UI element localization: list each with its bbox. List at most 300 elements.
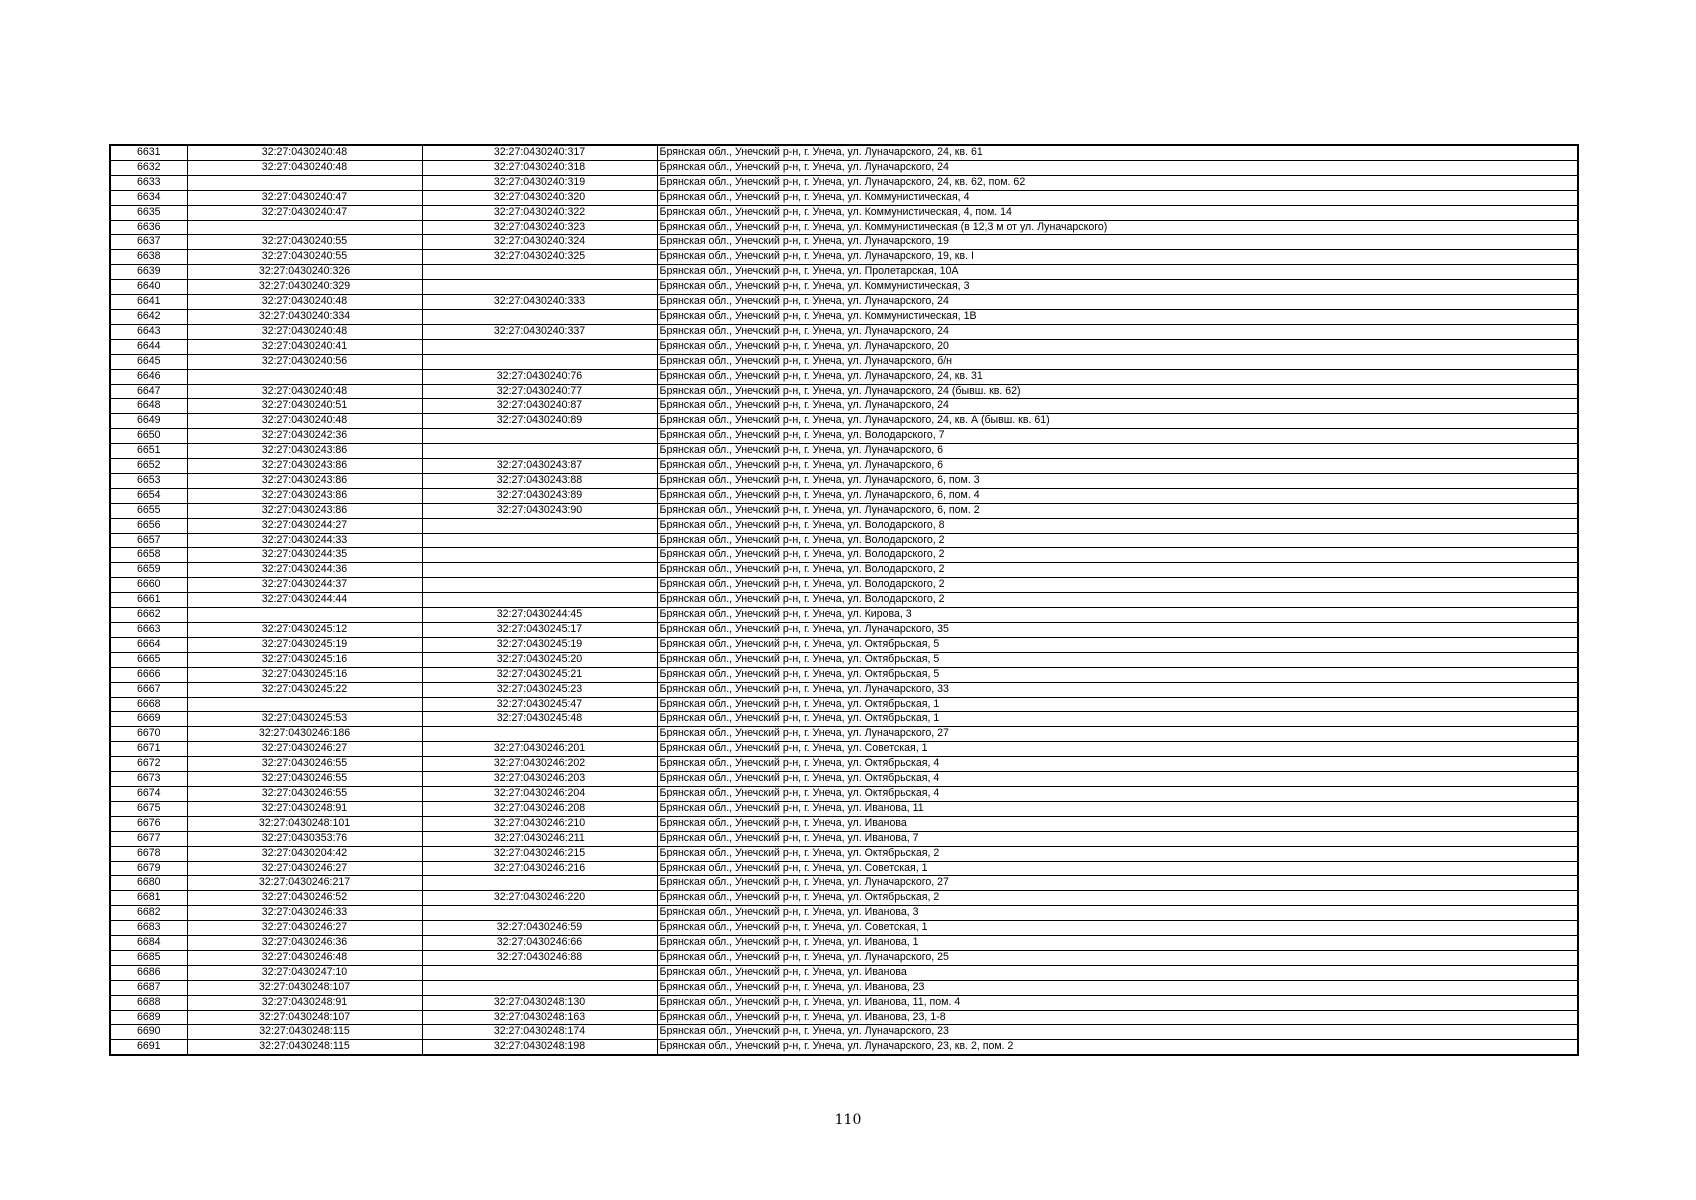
table-row bbox=[110, 309, 1578, 324]
object-cadastral-number-cell: 32:27:0430248:174 bbox=[422, 1025, 657, 1040]
table-row bbox=[110, 697, 1578, 712]
table-row bbox=[110, 518, 1578, 533]
parent-cadastral-number-cell: 32:27:0430244:36 bbox=[187, 563, 422, 578]
address-cell: Брянская обл., Унечский р-н, г. Унеча, ул. Иванова, 7 bbox=[657, 831, 1578, 846]
object-cadastral-number-cell: 32:27:0430246:208 bbox=[422, 801, 657, 816]
table-row bbox=[110, 265, 1578, 280]
address-cell: Брянская обл., Унечский р-н, г. Унеча, ул. Октябрьская, 4 bbox=[657, 772, 1578, 787]
object-cadastral-number-cell bbox=[422, 578, 657, 593]
table-row bbox=[110, 414, 1578, 429]
address-cell: Брянская обл., Унечский р-н, г. Унеча, ул. Луначарского, 6, пом. 4 bbox=[657, 488, 1578, 503]
address-cell: Брянская обл., Унечский р-н, г. Унеча, ул. Коммунистическая, 1В bbox=[657, 309, 1578, 324]
object-cadastral-number-cell: 32:27:0430245:47 bbox=[422, 697, 657, 712]
object-cadastral-number-cell bbox=[422, 309, 657, 324]
address-cell: Брянская обл., Унечский р-н, г. Унеча, ул. Луначарского, 33 bbox=[657, 682, 1578, 697]
object-cadastral-number-cell: 32:27:0430240:333 bbox=[422, 295, 657, 310]
object-cadastral-number-cell bbox=[422, 593, 657, 608]
parent-cadastral-number-cell: 32:27:0430240:47 bbox=[187, 205, 422, 220]
address-cell: Брянская обл., Унечский р-н, г. Унеча, ул. Володарского, 2 bbox=[657, 533, 1578, 548]
row-number-cell: 6640 bbox=[110, 280, 187, 295]
table-row bbox=[110, 220, 1578, 235]
address-cell: Брянская обл., Унечский р-н, г. Унеча, ул. Коммунистическая, 3 bbox=[657, 280, 1578, 295]
address-cell: Брянская обл., Унечский р-н, г. Унеча, ул. Луначарского, 23 bbox=[657, 1025, 1578, 1040]
address-cell: Брянская обл., Унечский р-н, г. Унеча, ул. Кирова, 3 bbox=[657, 608, 1578, 623]
table-row bbox=[110, 295, 1578, 310]
object-cadastral-number-cell: 32:27:0430240:319 bbox=[422, 175, 657, 190]
parent-cadastral-number-cell: 32:27:0430240:55 bbox=[187, 250, 422, 265]
table-row bbox=[110, 444, 1578, 459]
parent-cadastral-number-cell: 32:27:0430246:186 bbox=[187, 727, 422, 742]
row-number-cell: 6689 bbox=[110, 1010, 187, 1025]
address-cell: Брянская обл., Унечский р-н, г. Унеча, ул. Луначарского, 24 bbox=[657, 160, 1578, 175]
table-row bbox=[110, 816, 1578, 831]
row-number-cell: 6647 bbox=[110, 384, 187, 399]
parent-cadastral-number-cell: 32:27:0430240:48 bbox=[187, 160, 422, 175]
address-cell: Брянская обл., Унечский р-н, г. Унеча, ул. Октябрьская, 5 bbox=[657, 637, 1578, 652]
table-row bbox=[110, 533, 1578, 548]
parent-cadastral-number-cell: 32:27:0430246:48 bbox=[187, 950, 422, 965]
object-cadastral-number-cell: 32:27:0430243:90 bbox=[422, 503, 657, 518]
object-cadastral-number-cell: 32:27:0430246:220 bbox=[422, 891, 657, 906]
row-number-cell: 6682 bbox=[110, 906, 187, 921]
address-cell: Брянская обл., Унечский р-н, г. Унеча, ул. Луначарского, 24 (бывш. кв. 62) bbox=[657, 384, 1578, 399]
table-row bbox=[110, 503, 1578, 518]
parent-cadastral-number-cell: 32:27:0430245:22 bbox=[187, 682, 422, 697]
parent-cadastral-number-cell: 32:27:0430248:115 bbox=[187, 1040, 422, 1055]
object-cadastral-number-cell: 32:27:0430248:130 bbox=[422, 995, 657, 1010]
parent-cadastral-number-cell: 32:27:0430247:10 bbox=[187, 965, 422, 980]
table-row bbox=[110, 399, 1578, 414]
table-row bbox=[110, 548, 1578, 563]
parent-cadastral-number-cell: 32:27:0430245:16 bbox=[187, 667, 422, 682]
row-number-cell: 6631 bbox=[110, 145, 187, 160]
parent-cadastral-number-cell: 32:27:0430246:217 bbox=[187, 876, 422, 891]
address-cell: Брянская обл., Унечский р-н, г. Унеча, ул. Пролетарская, 10А bbox=[657, 265, 1578, 280]
object-cadastral-number-cell: 32:27:0430248:163 bbox=[422, 1010, 657, 1025]
object-cadastral-number-cell bbox=[422, 533, 657, 548]
parent-cadastral-number-cell: 32:27:0430240:41 bbox=[187, 339, 422, 354]
row-number-cell: 6681 bbox=[110, 891, 187, 906]
address-cell: Брянская обл., Унечский р-н, г. Унеча, ул. Луначарского, 24, кв. 62, пом. 62 bbox=[657, 175, 1578, 190]
address-cell: Брянская обл., Унечский р-н, г. Унеча, ул. Луначарского, 24, кв. 61 bbox=[657, 145, 1578, 160]
table-row bbox=[110, 876, 1578, 891]
parent-cadastral-number-cell bbox=[187, 220, 422, 235]
cadastral-table bbox=[109, 144, 1579, 1056]
parent-cadastral-number-cell: 32:27:0430240:48 bbox=[187, 414, 422, 429]
parent-cadastral-number-cell: 32:27:0430246:52 bbox=[187, 891, 422, 906]
address-cell: Брянская обл., Унечский р-н, г. Унеча, ул. Луначарского, 25 bbox=[657, 950, 1578, 965]
address-cell: Брянская обл., Унечский р-н, г. Унеча, ул. Луначарского, 19 bbox=[657, 235, 1578, 250]
row-number-cell: 6645 bbox=[110, 354, 187, 369]
object-cadastral-number-cell bbox=[422, 280, 657, 295]
parent-cadastral-number-cell: 32:27:0430245:16 bbox=[187, 652, 422, 667]
table-row bbox=[110, 578, 1578, 593]
row-number-cell: 6636 bbox=[110, 220, 187, 235]
parent-cadastral-number-cell: 32:27:0430243:86 bbox=[187, 488, 422, 503]
object-cadastral-number-cell: 32:27:0430246:88 bbox=[422, 950, 657, 965]
parent-cadastral-number-cell: 32:27:0430240:48 bbox=[187, 295, 422, 310]
table-row bbox=[110, 1010, 1578, 1025]
address-cell: Брянская обл., Унечский р-н, г. Унеча, ул. Луначарского, 27 bbox=[657, 876, 1578, 891]
table-row bbox=[110, 324, 1578, 339]
address-cell: Брянская обл., Унечский р-н, г. Унеча, ул. Луначарского, 6, пом. 2 bbox=[657, 503, 1578, 518]
table-row bbox=[110, 369, 1578, 384]
row-number-cell: 6664 bbox=[110, 637, 187, 652]
parent-cadastral-number-cell: 32:27:0430243:86 bbox=[187, 473, 422, 488]
row-number-cell: 6688 bbox=[110, 995, 187, 1010]
row-number-cell: 6677 bbox=[110, 831, 187, 846]
address-cell: Брянская обл., Унечский р-н, г. Унеча, ул. Луначарского, 27 bbox=[657, 727, 1578, 742]
table-row bbox=[110, 429, 1578, 444]
row-number-cell: 6649 bbox=[110, 414, 187, 429]
row-number-cell: 6643 bbox=[110, 324, 187, 339]
object-cadastral-number-cell: 32:27:0430240:89 bbox=[422, 414, 657, 429]
address-cell: Брянская обл., Унечский р-н, г. Унеча, ул. Володарского, 2 bbox=[657, 563, 1578, 578]
parent-cadastral-number-cell: 32:27:0430245:53 bbox=[187, 712, 422, 727]
table-row bbox=[110, 652, 1578, 667]
parent-cadastral-number-cell: 32:27:0430240:334 bbox=[187, 309, 422, 324]
address-cell: Брянская обл., Унечский р-н, г. Унеча, ул. Луначарского, б/н bbox=[657, 354, 1578, 369]
parent-cadastral-number-cell: 32:27:0430248:115 bbox=[187, 1025, 422, 1040]
address-cell: Брянская обл., Унечский р-н, г. Унеча, ул. Иванова, 23 bbox=[657, 980, 1578, 995]
object-cadastral-number-cell bbox=[422, 727, 657, 742]
object-cadastral-number-cell: 32:27:0430240:337 bbox=[422, 324, 657, 339]
address-cell: Брянская обл., Унечский р-н, г. Унеча, ул. Октябрьская, 4 bbox=[657, 786, 1578, 801]
parent-cadastral-number-cell bbox=[187, 697, 422, 712]
table-row bbox=[110, 861, 1578, 876]
table-row bbox=[110, 280, 1578, 295]
object-cadastral-number-cell bbox=[422, 980, 657, 995]
parent-cadastral-number-cell: 32:27:0430246:33 bbox=[187, 906, 422, 921]
object-cadastral-number-cell bbox=[422, 548, 657, 563]
object-cadastral-number-cell bbox=[422, 876, 657, 891]
row-number-cell: 6655 bbox=[110, 503, 187, 518]
parent-cadastral-number-cell: 32:27:0430245:12 bbox=[187, 623, 422, 638]
row-number-cell: 6656 bbox=[110, 518, 187, 533]
object-cadastral-number-cell bbox=[422, 339, 657, 354]
row-number-cell: 6675 bbox=[110, 801, 187, 816]
row-number-cell: 6633 bbox=[110, 175, 187, 190]
parent-cadastral-number-cell: 32:27:0430244:35 bbox=[187, 548, 422, 563]
table-row bbox=[110, 593, 1578, 608]
address-cell: Брянская обл., Унечский р-н, г. Унеча, ул. Октябрьская, 4 bbox=[657, 757, 1578, 772]
address-cell: Брянская обл., Унечский р-н, г. Унеча, ул. Октябрьская, 5 bbox=[657, 667, 1578, 682]
row-number-cell: 6671 bbox=[110, 742, 187, 757]
table-row bbox=[110, 667, 1578, 682]
row-number-cell: 6651 bbox=[110, 444, 187, 459]
row-number-cell: 6657 bbox=[110, 533, 187, 548]
parent-cadastral-number-cell: 32:27:0430240:326 bbox=[187, 265, 422, 280]
row-number-cell: 6676 bbox=[110, 816, 187, 831]
table-row bbox=[110, 250, 1578, 265]
row-number-cell: 6652 bbox=[110, 459, 187, 474]
object-cadastral-number-cell bbox=[422, 965, 657, 980]
object-cadastral-number-cell: 32:27:0430240:323 bbox=[422, 220, 657, 235]
object-cadastral-number-cell bbox=[422, 429, 657, 444]
table-row bbox=[110, 921, 1578, 936]
parent-cadastral-number-cell: 32:27:0430248:101 bbox=[187, 816, 422, 831]
row-number-cell: 6670 bbox=[110, 727, 187, 742]
row-number-cell: 6659 bbox=[110, 563, 187, 578]
parent-cadastral-number-cell: 32:27:0430244:33 bbox=[187, 533, 422, 548]
address-cell: Брянская обл., Унечский р-н, г. Унеча, ул. Луначарского, 20 bbox=[657, 339, 1578, 354]
object-cadastral-number-cell: 32:27:0430245:21 bbox=[422, 667, 657, 682]
object-cadastral-number-cell: 32:27:0430240:76 bbox=[422, 369, 657, 384]
row-number-cell: 6662 bbox=[110, 608, 187, 623]
parent-cadastral-number-cell bbox=[187, 608, 422, 623]
object-cadastral-number-cell: 32:27:0430246:59 bbox=[422, 921, 657, 936]
parent-cadastral-number-cell bbox=[187, 175, 422, 190]
table-row bbox=[110, 757, 1578, 772]
address-cell: Брянская обл., Унечский р-н, г. Унеча, ул. Луначарского, 19, кв. I bbox=[657, 250, 1578, 265]
table-row bbox=[110, 965, 1578, 980]
parent-cadastral-number-cell: 32:27:0430240:55 bbox=[187, 235, 422, 250]
row-number-cell: 6642 bbox=[110, 309, 187, 324]
object-cadastral-number-cell bbox=[422, 354, 657, 369]
table-row bbox=[110, 786, 1578, 801]
address-cell: Брянская обл., Унечский р-н, г. Унеча, ул. Луначарского, 24, кв. А (бывш. кв. 61) bbox=[657, 414, 1578, 429]
row-number-cell: 6654 bbox=[110, 488, 187, 503]
object-cadastral-number-cell: 32:27:0430246:66 bbox=[422, 936, 657, 951]
address-cell: Брянская обл., Унечский р-н, г. Унеча, ул. Иванова, 11, пом. 4 bbox=[657, 995, 1578, 1010]
table-row bbox=[110, 145, 1578, 160]
address-cell: Брянская обл., Унечский р-н, г. Унеча, ул. Октябрьская, 1 bbox=[657, 697, 1578, 712]
table-row bbox=[110, 205, 1578, 220]
table-row bbox=[110, 637, 1578, 652]
object-cadastral-number-cell: 32:27:0430240:320 bbox=[422, 190, 657, 205]
table-row bbox=[110, 563, 1578, 578]
object-cadastral-number-cell: 32:27:0430245:23 bbox=[422, 682, 657, 697]
row-number-cell: 6639 bbox=[110, 265, 187, 280]
address-cell: Брянская обл., Унечский р-н, г. Унеча, ул. Иванова bbox=[657, 965, 1578, 980]
parent-cadastral-number-cell: 32:27:0430246:55 bbox=[187, 772, 422, 787]
table-row bbox=[110, 473, 1578, 488]
table-row bbox=[110, 831, 1578, 846]
row-number-cell: 6668 bbox=[110, 697, 187, 712]
table-row bbox=[110, 608, 1578, 623]
object-cadastral-number-cell: 32:27:0430243:87 bbox=[422, 459, 657, 474]
row-number-cell: 6673 bbox=[110, 772, 187, 787]
table-row bbox=[110, 772, 1578, 787]
object-cadastral-number-cell: 32:27:0430246:202 bbox=[422, 757, 657, 772]
parent-cadastral-number-cell: 32:27:0430246:27 bbox=[187, 742, 422, 757]
object-cadastral-number-cell bbox=[422, 444, 657, 459]
parent-cadastral-number-cell: 32:27:0430244:37 bbox=[187, 578, 422, 593]
address-cell: Брянская обл., Унечский р-н, г. Унеча, ул. Володарского, 7 bbox=[657, 429, 1578, 444]
address-cell: Брянская обл., Унечский р-н, г. Унеча, ул. Луначарского, 23, кв. 2, пом. 2 bbox=[657, 1040, 1578, 1055]
parent-cadastral-number-cell: 32:27:0430246:27 bbox=[187, 861, 422, 876]
address-cell: Брянская обл., Унечский р-н, г. Унеча, ул. Октябрьская, 2 bbox=[657, 891, 1578, 906]
row-number-cell: 6686 bbox=[110, 965, 187, 980]
address-cell: Брянская обл., Унечский р-н, г. Унеча, ул. Володарского, 2 bbox=[657, 578, 1578, 593]
address-cell: Брянская обл., Унечский р-н, г. Унеча, ул. Иванова, 3 bbox=[657, 906, 1578, 921]
parent-cadastral-number-cell: 32:27:0430243:86 bbox=[187, 503, 422, 518]
address-cell: Брянская обл., Унечский р-н, г. Унеча, ул. Иванова, 1 bbox=[657, 936, 1578, 951]
address-cell: Брянская обл., Унечский р-н, г. Унеча, ул. Луначарского, 6 bbox=[657, 444, 1578, 459]
table-row bbox=[110, 801, 1578, 816]
row-number-cell: 6650 bbox=[110, 429, 187, 444]
table-row bbox=[110, 354, 1578, 369]
table-row bbox=[110, 980, 1578, 995]
parent-cadastral-number-cell: 32:27:0430245:19 bbox=[187, 637, 422, 652]
table-row bbox=[110, 175, 1578, 190]
parent-cadastral-number-cell: 32:27:0430246:55 bbox=[187, 757, 422, 772]
address-cell: Брянская обл., Унечский р-н, г. Унеча, ул. Володарского, 2 bbox=[657, 593, 1578, 608]
page-number: 110 bbox=[834, 1112, 862, 1128]
row-number-cell: 6663 bbox=[110, 623, 187, 638]
row-number-cell: 6648 bbox=[110, 399, 187, 414]
address-cell: Брянская обл., Унечский р-н, г. Унеча, ул. Коммунистическая (в 12,3 м от ул. Луначарского) bbox=[657, 220, 1578, 235]
row-number-cell: 6678 bbox=[110, 846, 187, 861]
object-cadastral-number-cell: 32:27:0430244:45 bbox=[422, 608, 657, 623]
table-row bbox=[110, 846, 1578, 861]
row-number-cell: 6638 bbox=[110, 250, 187, 265]
table-row bbox=[110, 1040, 1578, 1055]
address-cell: Брянская обл., Унечский р-н, г. Унеча, ул. Октябрьская, 2 bbox=[657, 846, 1578, 861]
row-number-cell: 6667 bbox=[110, 682, 187, 697]
object-cadastral-number-cell: 32:27:0430240:77 bbox=[422, 384, 657, 399]
object-cadastral-number-cell: 32:27:0430243:88 bbox=[422, 473, 657, 488]
row-number-cell: 6685 bbox=[110, 950, 187, 965]
row-number-cell: 6691 bbox=[110, 1040, 187, 1055]
object-cadastral-number-cell: 32:27:0430245:19 bbox=[422, 637, 657, 652]
parent-cadastral-number-cell: 32:27:0430243:86 bbox=[187, 459, 422, 474]
row-number-cell: 6666 bbox=[110, 667, 187, 682]
table-row bbox=[110, 891, 1578, 906]
object-cadastral-number-cell: 32:27:0430246:204 bbox=[422, 786, 657, 801]
parent-cadastral-number-cell: 32:27:0430240:329 bbox=[187, 280, 422, 295]
parent-cadastral-number-cell: 32:27:0430240:51 bbox=[187, 399, 422, 414]
table-row bbox=[110, 160, 1578, 175]
address-cell: Брянская обл., Унечский р-н, г. Унеча, ул. Коммунистическая, 4, пом. 14 bbox=[657, 205, 1578, 220]
address-cell: Брянская обл., Унечский р-н, г. Унеча, ул. Коммунистическая, 4 bbox=[657, 190, 1578, 205]
parent-cadastral-number-cell: 32:27:0430240:48 bbox=[187, 324, 422, 339]
parent-cadastral-number-cell bbox=[187, 369, 422, 384]
table-row bbox=[110, 459, 1578, 474]
address-cell: Брянская обл., Унечский р-н, г. Унеча, ул. Луначарского, 24, кв. 31 bbox=[657, 369, 1578, 384]
table-row bbox=[110, 488, 1578, 503]
parent-cadastral-number-cell: 32:27:0430244:27 bbox=[187, 518, 422, 533]
address-cell: Брянская обл., Унечский р-н, г. Унеча, ул. Луначарского, 24 bbox=[657, 399, 1578, 414]
row-number-cell: 6683 bbox=[110, 921, 187, 936]
address-cell: Брянская обл., Унечский р-н, г. Унеча, ул. Октябрьская, 5 bbox=[657, 652, 1578, 667]
object-cadastral-number-cell bbox=[422, 906, 657, 921]
table-body bbox=[110, 145, 1578, 1055]
parent-cadastral-number-cell: 32:27:0430353:76 bbox=[187, 831, 422, 846]
parent-cadastral-number-cell: 32:27:0430246:36 bbox=[187, 936, 422, 951]
table-row bbox=[110, 712, 1578, 727]
parent-cadastral-number-cell: 32:27:0430248:91 bbox=[187, 801, 422, 816]
table-row bbox=[110, 384, 1578, 399]
parent-cadastral-number-cell: 32:27:0430240:56 bbox=[187, 354, 422, 369]
object-cadastral-number-cell: 32:27:0430240:87 bbox=[422, 399, 657, 414]
row-number-cell: 6687 bbox=[110, 980, 187, 995]
object-cadastral-number-cell: 32:27:0430240:318 bbox=[422, 160, 657, 175]
row-number-cell: 6646 bbox=[110, 369, 187, 384]
row-number-cell: 6690 bbox=[110, 1025, 187, 1040]
row-number-cell: 6632 bbox=[110, 160, 187, 175]
row-number-cell: 6637 bbox=[110, 235, 187, 250]
row-number-cell: 6669 bbox=[110, 712, 187, 727]
address-cell: Брянская обл., Унечский р-н, г. Унеча, ул. Октябрьская, 1 bbox=[657, 712, 1578, 727]
address-cell: Брянская обл., Унечский р-н, г. Унеча, ул. Иванова, 23, 1-8 bbox=[657, 1010, 1578, 1025]
object-cadastral-number-cell: 32:27:0430240:324 bbox=[422, 235, 657, 250]
object-cadastral-number-cell: 32:27:0430240:325 bbox=[422, 250, 657, 265]
row-number-cell: 6679 bbox=[110, 861, 187, 876]
row-number-cell: 6684 bbox=[110, 936, 187, 951]
row-number-cell: 6674 bbox=[110, 786, 187, 801]
address-cell: Брянская обл., Унечский р-н, г. Унеча, ул. Луначарского, 6, пом. 3 bbox=[657, 473, 1578, 488]
parent-cadastral-number-cell: 32:27:0430248:91 bbox=[187, 995, 422, 1010]
row-number-cell: 6680 bbox=[110, 876, 187, 891]
address-cell: Брянская обл., Унечский р-н, г. Унеча, ул. Луначарского, 24 bbox=[657, 324, 1578, 339]
parent-cadastral-number-cell: 32:27:0430240:48 bbox=[187, 384, 422, 399]
row-number-cell: 6660 bbox=[110, 578, 187, 593]
row-number-cell: 6644 bbox=[110, 339, 187, 354]
table-row bbox=[110, 742, 1578, 757]
object-cadastral-number-cell: 32:27:0430246:203 bbox=[422, 772, 657, 787]
address-cell: Брянская обл., Унечский р-н, г. Унеча, ул. Володарского, 2 bbox=[657, 548, 1578, 563]
table-row bbox=[110, 1025, 1578, 1040]
table-row bbox=[110, 727, 1578, 742]
address-cell: Брянская обл., Унечский р-н, г. Унеча, ул. Советская, 1 bbox=[657, 742, 1578, 757]
object-cadastral-number-cell: 32:27:0430245:17 bbox=[422, 623, 657, 638]
row-number-cell: 6672 bbox=[110, 757, 187, 772]
address-cell: Брянская обл., Унечский р-н, г. Унеча, ул. Советская, 1 bbox=[657, 921, 1578, 936]
object-cadastral-number-cell bbox=[422, 518, 657, 533]
object-cadastral-number-cell: 32:27:0430246:211 bbox=[422, 831, 657, 846]
object-cadastral-number-cell: 32:27:0430245:20 bbox=[422, 652, 657, 667]
address-cell: Брянская обл., Унечский р-н, г. Унеча, ул. Луначарского, 6 bbox=[657, 459, 1578, 474]
table-row bbox=[110, 190, 1578, 205]
parent-cadastral-number-cell: 32:27:0430240:47 bbox=[187, 190, 422, 205]
object-cadastral-number-cell: 32:27:0430240:322 bbox=[422, 205, 657, 220]
table-row bbox=[110, 682, 1578, 697]
address-cell: Брянская обл., Унечский р-н, г. Унеча, ул. Иванова bbox=[657, 816, 1578, 831]
parent-cadastral-number-cell: 32:27:0430246:27 bbox=[187, 921, 422, 936]
table-row bbox=[110, 623, 1578, 638]
address-cell: Брянская обл., Унечский р-н, г. Унеча, ул. Советская, 1 bbox=[657, 861, 1578, 876]
parent-cadastral-number-cell: 32:27:0430243:86 bbox=[187, 444, 422, 459]
row-number-cell: 6653 bbox=[110, 473, 187, 488]
parent-cadastral-number-cell: 32:27:0430244:44 bbox=[187, 593, 422, 608]
parent-cadastral-number-cell: 32:27:0430242:36 bbox=[187, 429, 422, 444]
object-cadastral-number-cell: 32:27:0430243:89 bbox=[422, 488, 657, 503]
table-row bbox=[110, 950, 1578, 965]
parent-cadastral-number-cell: 32:27:0430246:55 bbox=[187, 786, 422, 801]
row-number-cell: 6635 bbox=[110, 205, 187, 220]
row-number-cell: 6658 bbox=[110, 548, 187, 563]
row-number-cell: 6665 bbox=[110, 652, 187, 667]
table-row bbox=[110, 339, 1578, 354]
parent-cadastral-number-cell: 32:27:0430248:107 bbox=[187, 1010, 422, 1025]
object-cadastral-number-cell: 32:27:0430246:215 bbox=[422, 846, 657, 861]
table-row bbox=[110, 995, 1578, 1010]
object-cadastral-number-cell bbox=[422, 265, 657, 280]
object-cadastral-number-cell: 32:27:0430240:317 bbox=[422, 145, 657, 160]
object-cadastral-number-cell: 32:27:0430246:210 bbox=[422, 816, 657, 831]
object-cadastral-number-cell: 32:27:0430248:198 bbox=[422, 1040, 657, 1055]
address-cell: Брянская обл., Унечский р-н, г. Унеча, ул. Володарского, 8 bbox=[657, 518, 1578, 533]
parent-cadastral-number-cell: 32:27:0430240:48 bbox=[187, 145, 422, 160]
table-row bbox=[110, 936, 1578, 951]
table-row bbox=[110, 906, 1578, 921]
object-cadastral-number-cell bbox=[422, 563, 657, 578]
parent-cadastral-number-cell: 32:27:0430248:107 bbox=[187, 980, 422, 995]
address-cell: Брянская обл., Унечский р-н, г. Унеча, ул. Иванова, 11 bbox=[657, 801, 1578, 816]
parent-cadastral-number-cell: 32:27:0430204:42 bbox=[187, 846, 422, 861]
row-number-cell: 6634 bbox=[110, 190, 187, 205]
